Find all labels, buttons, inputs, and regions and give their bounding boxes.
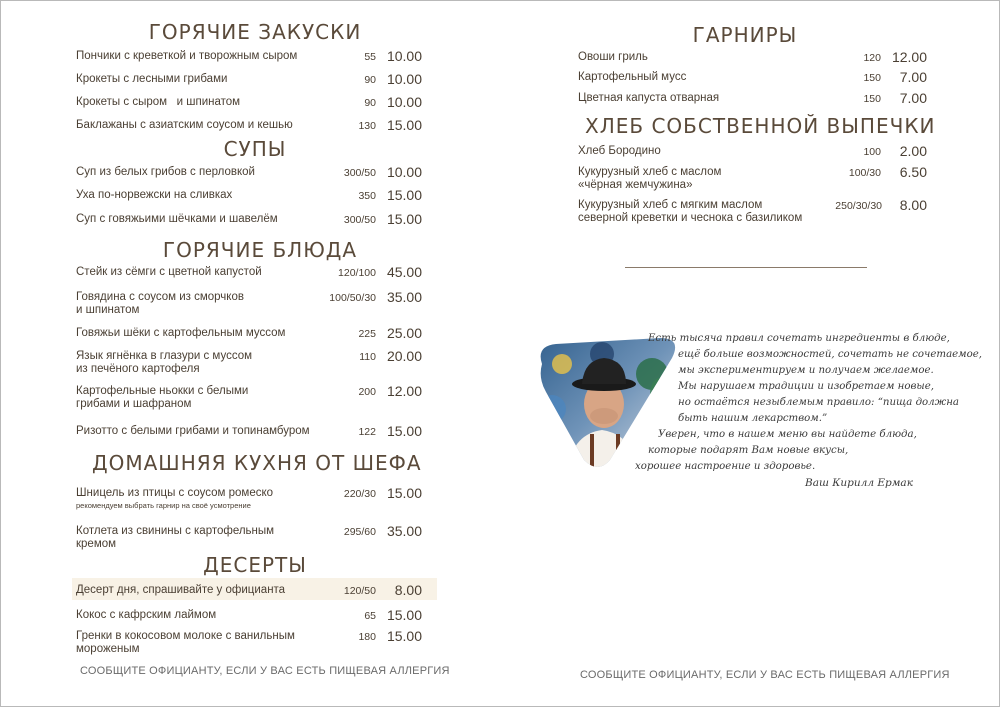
menu-item-price: 15.00	[386, 628, 422, 644]
menu-item-qty: 110	[359, 351, 376, 363]
section-title-hot-snacks: ГОРЯЧИЕ ЗАКУСКИ	[148, 20, 362, 44]
chef-quote-line: но остаётся незыблемым правило: “пища должна	[678, 397, 960, 408]
menu-item-qty: 122	[358, 426, 376, 438]
menu-item-qty: 350	[358, 190, 376, 202]
menu-item-qty: 100	[863, 146, 881, 158]
menu-item-qty: 120	[863, 52, 881, 64]
menu-item-qty: 150	[863, 93, 881, 105]
menu-item-name: Десерт дня, спрашивайте у официанта	[76, 584, 286, 596]
allergy-notice-right: СООБЩИТЕ ОФИЦИАНТУ, ЕСЛИ У ВАС ЕСТЬ ПИЩЕВАЯ АЛЛЕРГИЯ	[580, 669, 950, 681]
menu-item-name-line2: северной креветки и чеснока с базиликом	[578, 212, 803, 224]
menu-item-price: 45.00	[386, 264, 422, 280]
menu-item-qty: 120/100	[338, 267, 376, 279]
chef-quote-line: Уверен, что в нашем меню вы найдете блюда,	[658, 429, 917, 440]
menu-item-price: 12.00	[891, 49, 927, 65]
chef-quote-line: которые подарят Вам новые вкусы,	[648, 445, 849, 456]
menu-item-price: 10.00	[386, 164, 422, 180]
chef-quote-line: Мы нарушаем традиции и изобретаем новые,	[678, 381, 934, 392]
menu-item-qty: 295/60	[343, 526, 376, 538]
menu-item-qty: 90	[364, 97, 376, 109]
menu-item-qty: 225	[358, 328, 376, 340]
menu-item-qty: 130	[358, 120, 376, 132]
menu-item-name: Хлеб Бородино	[578, 145, 661, 157]
menu-item-name-line1: Язык ягнёнка в глазури с муссом	[76, 350, 252, 362]
menu-item-qty: 100/50/30	[329, 292, 376, 304]
menu-item-name-line2: «чёрная жемчужина»	[578, 179, 693, 191]
menu-item-name: Крокеты с сыром и шпинатом	[76, 96, 241, 108]
chef-signature: Ваш Кирилл Ермак	[805, 477, 913, 489]
section-title-soups: СУПЫ	[223, 137, 287, 161]
menu-item-name: Овоши гриль	[578, 51, 648, 63]
menu-item-qty: 200	[358, 386, 376, 398]
menu-item-name-line2: и шпинатом	[76, 304, 140, 316]
menu-item-qty: 90	[364, 74, 376, 86]
menu-item-price: 15.00	[386, 117, 422, 133]
menu-item-name-line1: Кукурузный хлеб с маслом	[578, 166, 722, 178]
menu-item-price: 10.00	[386, 48, 422, 64]
menu-item-name: Крокеты с лесными грибами	[76, 73, 228, 85]
menu-item-price: 10.00	[386, 71, 422, 87]
menu-item-price: 8.00	[394, 582, 422, 598]
menu-item-name: Баклажаны с азиатским соусом и кешью	[76, 119, 293, 131]
menu-item-price: 12.00	[386, 383, 422, 399]
chef-quote-line: ещё больше возможностей, сочетать не сочетаемое,	[678, 349, 983, 360]
menu-item-name-line2: мороженым	[76, 643, 140, 655]
section-title-hot-dishes: ГОРЯЧИЕ БЛЮДА	[162, 238, 358, 262]
menu-item-qty: 180	[358, 631, 376, 643]
menu-item-price: 15.00	[386, 187, 422, 203]
menu-item-qty: 100/30	[848, 167, 881, 179]
menu-item-price: 6.50	[899, 164, 927, 180]
menu-item-name: Пончики с креветкой и творожным сыром	[76, 50, 298, 62]
chef-quote-line: Есть тысяча правил сочетать ингредиенты в блюде,	[648, 333, 950, 344]
section-title-chef: ДОМАШНЯЯ КУХНЯ ОТ ШЕФА	[92, 451, 422, 475]
menu-item-name-line1: Гренки в кокосовом молоке с ванильным	[76, 630, 295, 642]
menu-item-price: 35.00	[386, 289, 422, 305]
menu-item-name: Суп с говяжьими шёчками и шавелём	[76, 213, 278, 225]
menu-item-name: Картофельный мусс	[578, 71, 687, 83]
menu-item-name: Стейк из сёмги с цветной капустой	[76, 266, 262, 278]
menu-item-price: 7.00	[899, 69, 927, 85]
chef-quote-line: хорошее настроение и здоровье.	[635, 461, 816, 472]
menu-item-price: 20.00	[386, 348, 422, 364]
menu-item-price: 15.00	[386, 211, 422, 227]
chef-quote-line: мы экспериментируем и получаем желаемое.	[678, 365, 934, 376]
menu-item-name: Говяжьи шёки с картофельным муссом	[76, 327, 286, 339]
menu-item-name-line1: Кукурузный хлеб с мягким маслом	[578, 199, 763, 211]
menu-item-price: 15.00	[386, 607, 422, 623]
menu-item-qty: 300/50	[343, 214, 376, 226]
menu-item-price: 7.00	[899, 90, 927, 106]
menu-item-name-line2: кремом	[76, 538, 117, 550]
menu-item-qty: 300/50	[343, 167, 376, 179]
menu-item-name: Ризотто с белыми грибами и топинамбуром	[76, 425, 310, 437]
menu-item-price: 8.00	[899, 197, 927, 213]
divider-line	[625, 267, 867, 268]
menu-item-qty: 220/30	[343, 488, 376, 500]
allergy-notice-left: СООБЩИТЕ ОФИЦИАНТУ, ЕСЛИ У ВАС ЕСТЬ ПИЩЕВАЯ АЛЛЕРГИЯ	[80, 665, 450, 677]
menu-item-price: 2.00	[899, 143, 927, 159]
menu-item-name-line1: Котлета из свинины с картофельным	[76, 525, 275, 537]
menu-item-price: 10.00	[386, 94, 422, 110]
section-title-desserts: ДЕСЕРТЫ	[203, 553, 307, 577]
chef-quote-line: быть нашим лекарством.”	[678, 413, 828, 424]
menu-item-name-line2: грибами и шафраном	[76, 398, 192, 410]
menu-item-price: 15.00	[386, 485, 422, 501]
menu-item-price: 25.00	[386, 325, 422, 341]
menu-item-name: Шницель из птицы с соусом ромеско	[76, 487, 274, 499]
menu-item-name: Уха по-норвежски на сливках	[76, 189, 233, 201]
menu-item-qty: 250/30/30	[835, 200, 882, 212]
section-title-sides: ГАРНИРЫ	[692, 23, 798, 47]
menu-item-qty: 55	[364, 51, 376, 63]
menu-item-price: 35.00	[386, 523, 422, 539]
menu-item-name: Цветная капуста отварная	[578, 92, 720, 104]
menu-item-qty: 150	[863, 72, 881, 84]
section-title-bread: ХЛЕБ СОБСТВЕННОЙ ВЫПЕЧКИ	[585, 114, 936, 138]
menu-item-name-line1: Картофельные ньокки с белыми	[76, 385, 249, 397]
menu-item-name: Кокос с кафрским лаймом	[76, 609, 217, 621]
menu-item-name: Суп из белых грибов с перловкой	[76, 166, 255, 178]
menu-item-name-line1: Говядина с соусом из сморчков	[76, 291, 244, 303]
menu-item-qty: 120/50	[343, 585, 376, 597]
menu-item-note: рекомендуем выбрать гарнир на своё усмотрение	[76, 501, 251, 510]
menu-item-qty: 65	[364, 610, 376, 622]
menu-item-price: 15.00	[386, 423, 422, 439]
menu-item-name-line2: из печёного картофеля	[76, 363, 200, 375]
